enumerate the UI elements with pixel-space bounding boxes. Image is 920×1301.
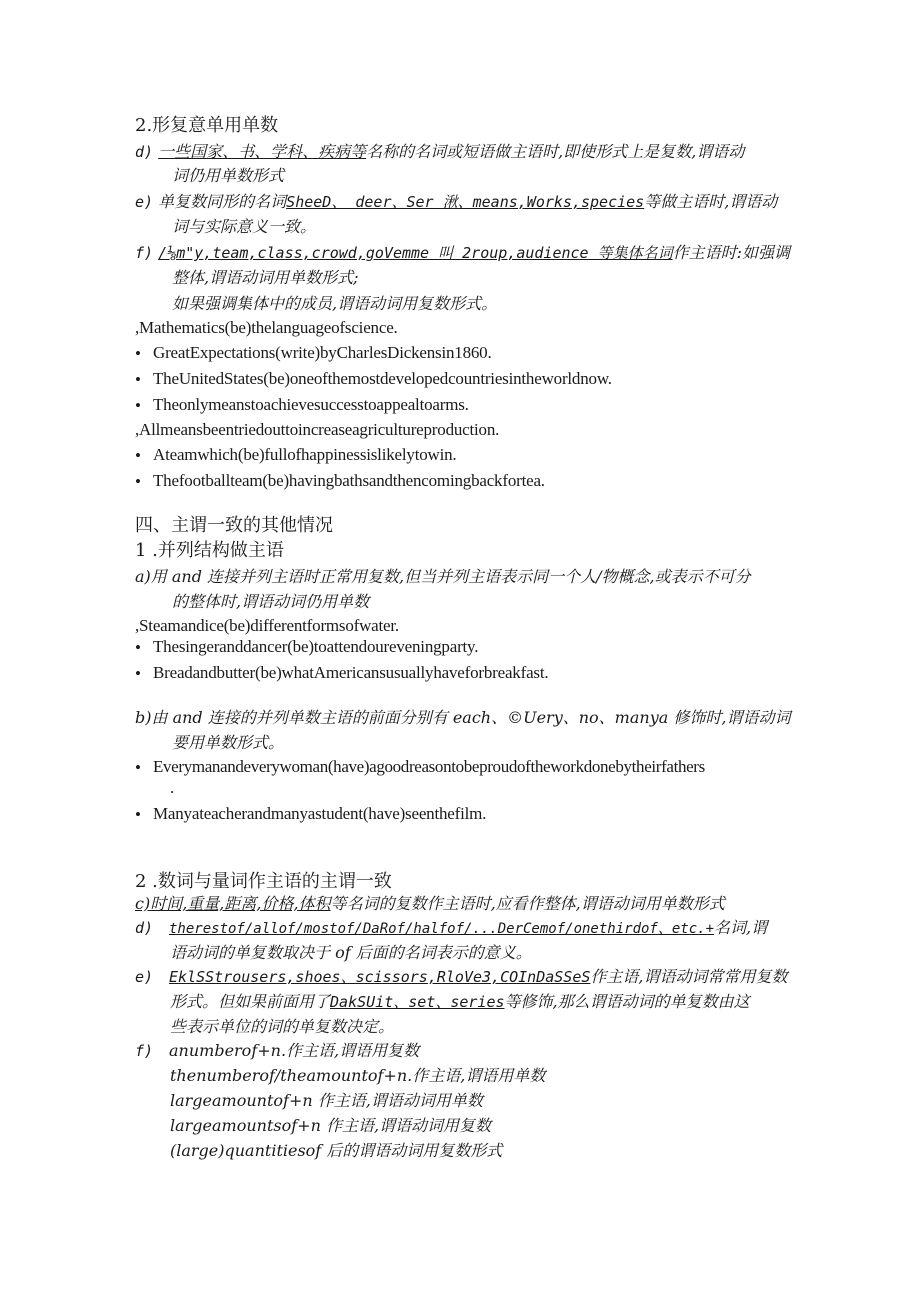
- rule-underlined-text: therestof/allof/mostof/DaRof/halfof/...DerCemof/onethirdof、etc.+: [169, 921, 715, 937]
- rule-f-continued: 如果强调集体中的成员,谓语动词用复数形式。: [172, 294, 498, 313]
- example-sentence: Everymanandeverywoman(have)agoodreasontobeproudoftheworkdonebytheirfathers: [153, 757, 705, 776]
- rule-underlined-text: SheeD、 deer、Ser 湫、means,Works,species: [286, 193, 645, 211]
- rule-d: [135, 920, 767, 936]
- rule-underlined-text: /⅛m"y,team,class,crowd,goVemme 叫 2roup,audience 等集体名词: [158, 244, 673, 262]
- rule-f-item: largeamountof+n 作主语,谓语动词用单数: [170, 1091, 483, 1110]
- example-sentence: Thefootballteam(be)havingbathsandthencomingbackfortea.: [153, 471, 545, 490]
- bullet-icon: •: [135, 344, 141, 363]
- rule-underlined-text: EklSStrousers,shoes、scissors,RloVe3,COInDaSSeS: [169, 968, 591, 986]
- rule-a: a)用 and 连接并列主语时正常用复数,但当并列主语表示同一个人/物概念,或表示不可分: [135, 567, 751, 586]
- rule-a-continued: 的整体时,谓语动词仍用单数: [172, 592, 370, 611]
- rule-c: [135, 896, 725, 912]
- bullet-icon: •: [135, 472, 141, 491]
- rule-underlined-text: DakSUit、set、series: [330, 993, 505, 1011]
- example-sentence: ,Steamandice(be)differentformsofwater.: [135, 616, 399, 635]
- rule-text: 单复数同形的名词: [158, 192, 287, 211]
- subsection-title: 2 .数词与量词作主语的主谓一致: [135, 871, 392, 892]
- example-sentence: ,Mathematics(be)thelanguageofscience.: [135, 318, 398, 337]
- rule-e-continued: 些表示单位的词的单复数决定。: [170, 1017, 395, 1036]
- rule-marker: d): [135, 919, 154, 937]
- example-sentence: Theonlymeanstoachievesuccesstoappealtoarms.: [153, 395, 469, 414]
- sentence-period: .: [170, 778, 175, 797]
- rule-text: 形式。但如果前面用了: [170, 992, 331, 1011]
- example-sentence: GreatExpectations(write)byCharlesDickensin1860.: [153, 343, 492, 362]
- rule-f: [135, 245, 790, 261]
- rule-marker: f): [135, 244, 154, 262]
- rule-f-item: thenumberof/theamountof+n.作主语,谓语用单数: [170, 1066, 546, 1085]
- bullet-icon: •: [135, 446, 141, 465]
- rule-underlined-text: c)时间,重量,距离,价格,体积: [135, 894, 331, 913]
- rule-marker: d): [135, 143, 154, 161]
- rule-text: 等做主语时,谓语动: [644, 192, 778, 211]
- rule-text: 作主语时:如强调: [672, 243, 791, 262]
- rule-text: 名称的名词或短语做主语时,即使形式上是复数,谓语动: [366, 142, 745, 161]
- rule-text: 等修饰,那么谓语动词的单复数由这: [504, 992, 750, 1011]
- bullet-icon: •: [135, 805, 141, 824]
- example-sentence: Breadandbutter(be)whatAmericansusuallyhaveforbreakfast.: [153, 663, 549, 682]
- example-sentence: Manyateacherandmanyastudent(have)seenthefilm.: [153, 804, 487, 823]
- rule-f-item: largeamountsof+n 作主语,谓语动词用复数: [170, 1116, 492, 1135]
- rule-e: [135, 969, 787, 985]
- rule-b-continued: 要用单数形式。: [172, 733, 285, 752]
- bullet-icon: •: [135, 638, 141, 657]
- rule-e-continued: [170, 994, 750, 1010]
- rule-text: 名词,谓: [714, 918, 768, 937]
- example-sentence: Thesingeranddancer(be)toattendoureveningparty.: [153, 637, 479, 656]
- bullet-icon: •: [135, 370, 141, 389]
- rule-marker: e): [135, 193, 154, 211]
- rule-d-continued: 语动词的单复数取决于 of 后面的名词表示的意义。: [170, 943, 532, 962]
- example-sentence: TheUnitedStates(be)oneofthemostdevelopedcountriesintheworldnow.: [153, 369, 612, 388]
- rule-e: [135, 194, 777, 210]
- example-sentence: ,Allmeansbeentriedouttoincreaseagricultureproduction.: [135, 420, 500, 439]
- example-sentence: Ateamwhich(be)fullofhappinessislikelytowin.: [153, 445, 457, 464]
- rule-d: [135, 144, 744, 160]
- section-title: 四、主谓一致的其他情况: [135, 515, 333, 536]
- bullet-icon: •: [135, 396, 141, 415]
- rule-f: [135, 1043, 419, 1059]
- rule-e-continued: 词与实际意义一致。: [172, 217, 317, 236]
- rule-f-continued: 整体,谓语动词用单数形式;: [172, 268, 359, 287]
- section-title: 2.形复意单用单数: [135, 115, 279, 136]
- rule-marker: e): [135, 968, 154, 986]
- rule-d-continued: 词仍用单数形式: [172, 166, 285, 185]
- bullet-icon: •: [135, 758, 141, 777]
- rule-text: 等名词的复数作主语时,应看作整体,谓语动词用单数形式: [330, 894, 725, 913]
- rule-text: anumberof+n.作主语,谓语用复数: [169, 1041, 420, 1060]
- rule-text: 作主语,谓语动词常常用复数: [590, 967, 788, 986]
- bullet-icon: •: [135, 664, 141, 683]
- rule-marker: f): [135, 1042, 154, 1060]
- subsection-title: 1 .并列结构做主语: [135, 540, 284, 561]
- rule-underlined-text: 一些国家、书、学科、疾病等: [158, 142, 367, 161]
- rule-f-item: (large)quantitiesof 后的谓语动词用复数形式: [170, 1141, 503, 1160]
- rule-b: b)由 and 连接的并列单数主语的前面分别有 each、©Uery、no、manya 修饰时,谓语动词: [135, 708, 791, 727]
